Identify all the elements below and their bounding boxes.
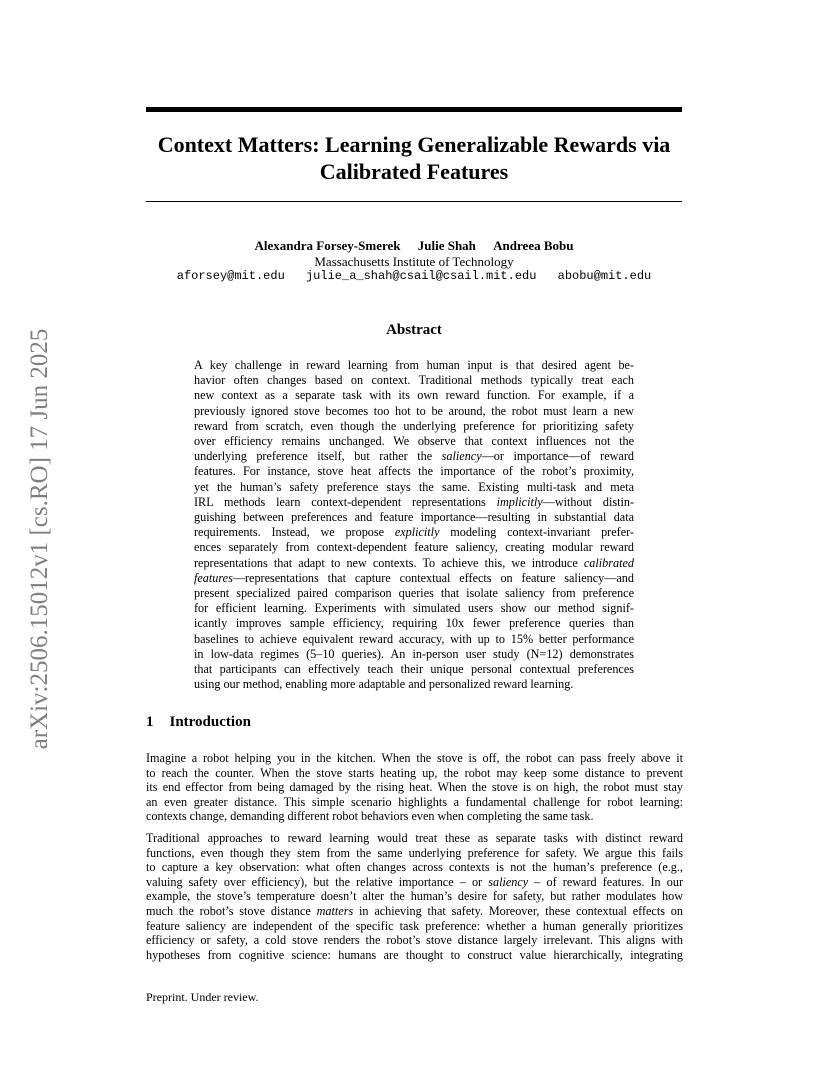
abstract-line: in low-data regimes (5–10 queries). An in-person user study (N=12) demonstrates: [194, 646, 634, 661]
author-names: [146, 238, 682, 253]
body-line: example, the stove’s temperature doesn’t alter the human’s desire for safety, but rather modulates how: [146, 889, 683, 904]
abstract-line: previously ignored stove becomes too hot to be around, the robot must learn a new: [194, 403, 634, 418]
email[interactable]: julie_a_shah@csail@csail.mit.edu: [305, 269, 537, 283]
body-line: to capture a key observation: what often changes across contexts is not the human’s preference (e.g.,: [146, 860, 683, 875]
author-emails: [146, 269, 682, 284]
author-name: Julie Shah: [417, 238, 476, 253]
body-line: valuing safety over efficiency), but the relative importance – or saliency – of reward features. In our: [146, 874, 684, 889]
abstract-line: underlying preference itself, but rather the saliency—or importance—of reward: [194, 449, 634, 464]
abstract-line: IRL methods learn context-dependent representations implicitly—without distin-: [194, 494, 635, 509]
author-name: Andreea Bobu: [493, 238, 574, 253]
abstract-line: using our method, enabling more adaptable and personalized reward learning.: [194, 677, 574, 692]
abstract-line: for efficient learning. Experiments with simulated users show our method signif-: [194, 601, 634, 616]
abstract-line: features. For instance, stove heat affects the importance of the robot’s proximity,: [194, 464, 634, 479]
body-line: feature saliency are independent of the specific task preference: whether a human generally prioritizes: [146, 918, 683, 933]
title-bottom-rule: [146, 201, 682, 202]
abstract-line: icantly improves sample efficiency, requiring 10x fewer preference queries than: [194, 616, 634, 631]
section-number: 1: [146, 714, 154, 730]
body-line: an even greater distance. This simple scenario highlights a fundamental challenge for robot learning:: [146, 794, 683, 809]
abstract-line: baselines to achieve equivalent reward accuracy, with up to 15% better performance: [194, 631, 634, 646]
email[interactable]: abobu@mit.edu: [557, 269, 652, 283]
body-line: Imagine a robot helping you in the kitchen. When the stove is off, the robot can pass freely above it: [146, 751, 683, 765]
author-block: [146, 238, 682, 284]
paper-title: [146, 131, 682, 185]
body-line: efficiency or safety, a cold stove renders the robot’s stove distance largely irrelevant. This aligns with: [146, 933, 683, 948]
abstract-line: yet the human’s safety preference stays the same. Existing multi-task and meta: [194, 479, 634, 494]
body-line: its end effector from being damaged by the rising heat. When the stove is on high, the robot must stay: [146, 780, 683, 795]
abstract-line: havior often changes based on context. Traditional methods typically treat each: [194, 373, 634, 388]
arxiv-stamp[interactable]: arXiv:2506.15012v1 [cs.RO] 17 Jun 2025: [26, 328, 53, 750]
title-line-1: Context Matters: Learning Generalizable Rewards via: [157, 132, 671, 157]
abstract-line: present specialized paired comparison queries that isolate saliency from preference: [194, 586, 634, 601]
body-line: to reach the counter. When the stove starts heating up, the robot may keep some distance to prevent: [146, 765, 683, 780]
section-title: Introduction: [169, 714, 251, 730]
body-line: hypotheses from cognitive science: humans are thought to construct value hierarchically, integrating: [146, 947, 683, 962]
abstract-line: guishing between preferences and feature importance—resulting in substantial data: [194, 510, 634, 525]
body-line: functions, even though they stem from the same underlying preference for safety. We argue this fails: [146, 845, 683, 860]
body-line: contexts change, demanding different robot behaviors even when completing the same task.: [146, 809, 594, 824]
arxiv-sidebar: [24, 305, 56, 773]
abstract-line: that participants can effectively teach their unique personal contextual preferences: [194, 662, 634, 677]
email[interactable]: aforsey@mit.edu: [176, 269, 285, 283]
abstract-body: [194, 358, 634, 692]
abstract-line: ences separately from context-dependent feature saliency, creating modular reward: [194, 540, 634, 555]
intro-paragraph-1: [146, 751, 683, 824]
abstract-line: features—representations that capture contextual effects on feature saliency—and: [194, 570, 634, 585]
title-top-rule: [146, 107, 682, 112]
preprint-footer: Preprint. Under review.: [146, 990, 259, 1004]
abstract-line: over efficiency remains unchanged. We observe that context influences not the: [194, 434, 634, 449]
intro-paragraph-2: [146, 831, 683, 962]
abstract-line: reward from scratch, even though the underlying preference for prioritizing safety: [194, 418, 634, 433]
title-line-2: Calibrated Features: [319, 159, 509, 184]
abstract-line: A key challenge in reward learning from human input is that desired agent be-: [194, 358, 634, 372]
affiliation: Massachusetts Institute of Technology: [314, 254, 514, 269]
abstract-line: new context as a separate task with its own reward function. For example, if a: [194, 388, 634, 403]
abstract-line: requirements. Instead, we propose explicitly modeling context-invariant prefer-: [194, 525, 634, 540]
abstract-line: representations that adapt to new contexts. To achieve this, we introduce calibrated: [194, 555, 634, 570]
author-name: Alexandra Forsey-Smerek: [254, 238, 401, 253]
abstract-heading: Abstract: [386, 322, 442, 338]
body-line: much the robot’s stove distance matters in achieving that safety. Moreover, these contextual effects on: [146, 903, 683, 918]
body-line: Traditional approaches to reward learning would treat these as separate tasks with distinct reward: [146, 831, 683, 845]
section-heading-introduction: [146, 714, 251, 731]
